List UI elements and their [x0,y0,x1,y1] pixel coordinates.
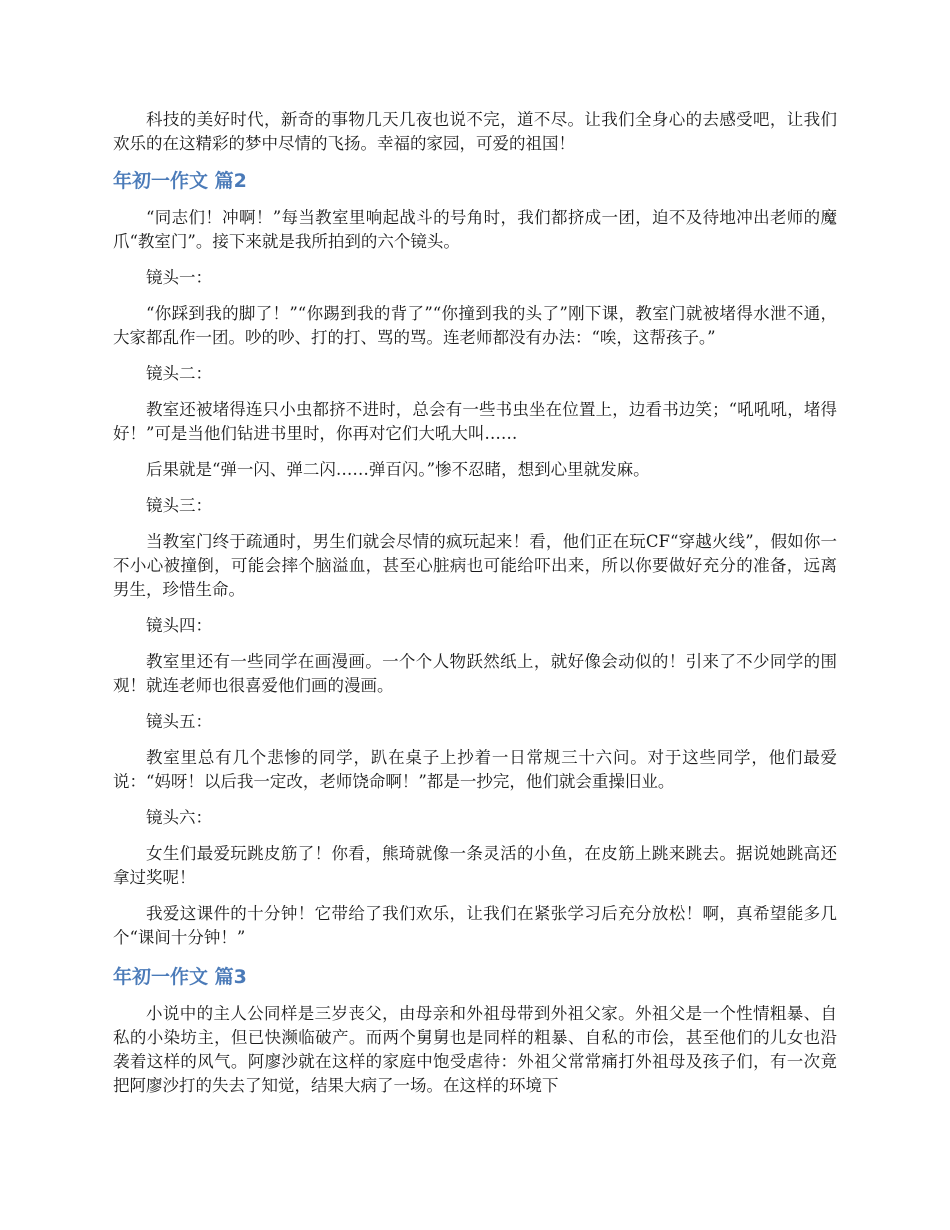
paragraph: 教室还被堵得连只小虫都挤不进时，总会有一些书虫坐在位置上，边看书边笑；“吼吼吼，堵得好！”可是当他们钻进书里时，你再对它们大吼大叫…… [113,400,837,443]
paragraph: “你踩到我的脚了！”“你踢到我的背了”“你撞到我的头了”刚下课，教室门就被堵得水泄不通，大家都乱作一团。吵的吵、打的打、骂的骂。连老师都没有办法：“唉，这帮孩子。” [113,304,837,347]
shot-label-2: 镜头二： [146,364,212,383]
document-page [113,108,837,1110]
paragraph: 教室里还有一些同学在画漫画。一个个人物跃然纸上，就好像会动似的！引来了不少同学的围观！就连老师也很喜爱他们画的漫画。 [113,652,837,695]
paragraph: 教室里总有几个悲惨的同学，趴在桌子上抄着一日常规三十六问。对于这些同学，他们最爱说：“妈呀！以后我一定改，老师饶命啊！”都是一抄完，他们就会重操旧业。 [113,748,837,791]
paragraph: 女生们最爱玩跳皮筋了！你看，熊琦就像一条灵活的小鱼，在皮筋上跳来跳去。据说她跳高还拿过奖呢！ [113,844,837,887]
paragraph: 我爱这课件的十分钟！它带给了我们欢乐，让我们在紧张学习后充分放松！啊，真希望能多几个“课间十分钟！” [113,904,837,947]
section-heading-2: 年初一作文 篇2 [113,170,247,192]
paragraph: 后果就是“弹一闪、弹二闪……弹百闪。”惨不忍睹，想到心里就发麻。 [146,460,650,479]
paragraph: 当教室门终于疏通时，男生们就会尽情的疯玩起来！看，他们正在玩CF“穿越火线”，假如你一不小心被撞倒，可能会摔个脑溢血，甚至心脏病也可能给吓出来，所以你要做好充分的准备，远离男生，珍惜生命。 [113,532,837,599]
section-heading-3: 年初一作文 篇3 [113,966,247,988]
shot-label-6: 镜头六： [146,808,212,827]
paragraph: 小说中的主人公同样是三岁丧父，由母亲和外祖母带到外祖父家。外祖父是一个性情粗暴、自私的小染坊主，但已快濒临破产。而两个舅舅也是同样的粗暴、自私的市侩，甚至他们的儿女也沿袭着这样的风气。阿廖沙就在这样的家庭中饱受虐待：外祖父常常痛打外祖母及孩子们，有一次竟把阿廖沙打的失去了知觉，结果大病了一场。在这样的环境下 [113,1004,837,1095]
shot-label-3: 镜头三： [146,496,212,515]
shot-label-5: 镜头五： [146,712,212,731]
shot-label-4: 镜头四： [146,616,212,635]
paragraph: “同志们！冲啊！”每当教室里响起战斗的号角时，我们都挤成一团，迫不及待地冲出老师的魔爪“教室门”。接下来就是我所拍到的六个镜头。 [113,208,837,251]
intro-paragraph: 科技的美好时代，新奇的事物几天几夜也说不完，道不尽。让我们全身心的去感受吧，让我们欢乐的在这精彩的梦中尽情的飞扬。幸福的家园，可爱的祖国！ [113,110,837,153]
shot-label-1: 镜头一： [146,268,212,287]
